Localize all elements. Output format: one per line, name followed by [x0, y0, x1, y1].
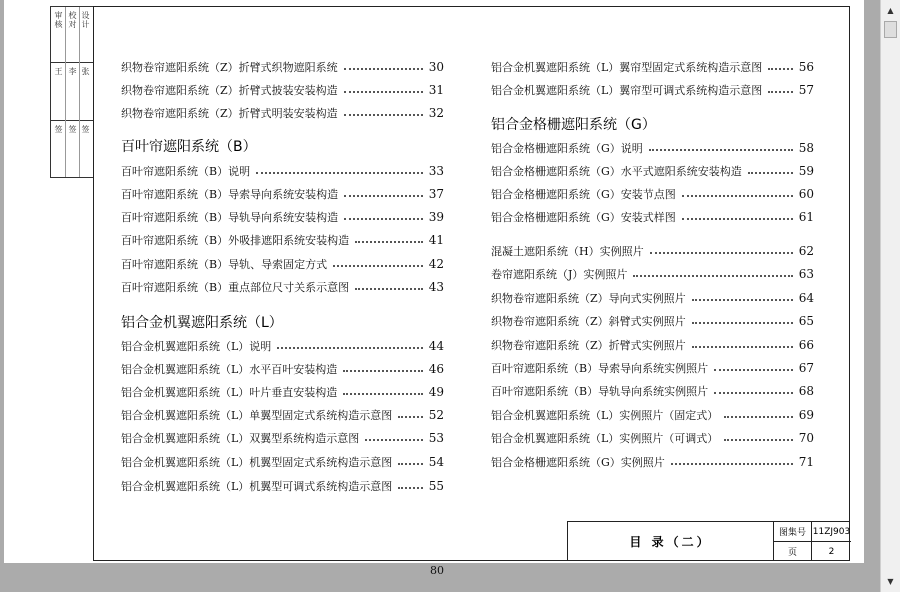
toc-entry-page: 31 — [428, 83, 444, 97]
strip-divider — [65, 7, 66, 177]
toc-entry-label: 卷帘遮阳系统（J）实例照片 — [491, 268, 628, 281]
atlas-number-label: 图集号 — [774, 522, 812, 542]
toc-entry-label: 百叶帘遮阳系统（B）导轨、导索固定方式 — [121, 258, 328, 271]
toc-entry-label: 织物卷帘遮阳系统（Z）折臂式织物遮阳系统 — [121, 61, 338, 74]
toc-entry-page: 69 — [798, 408, 814, 422]
toc-entry-page: 64 — [798, 291, 814, 305]
toc-leader — [277, 347, 422, 349]
toc-entry-label: 铝合金机翼遮阳系统（L）实例照片（可调式） — [491, 432, 719, 445]
toc-entry-label: 铝合金格栅遮阳系统（G）水平式遮阳系统安装构造 — [491, 165, 742, 178]
toc-leader — [344, 195, 423, 197]
toc-entry — [491, 289, 814, 307]
toc-entry-label: 百叶帘遮阳系统（B）导轨导向系统安装构造 — [121, 211, 339, 224]
toc-entry — [121, 278, 444, 296]
toc-entry-page: 57 — [798, 83, 814, 97]
toc-entry-label: 铝合金机翼遮阳系统（L）水平百叶安装构造 — [121, 363, 338, 376]
strip-text: 李 — [68, 67, 77, 76]
toc-entry — [491, 81, 814, 99]
toc-entry — [491, 162, 814, 180]
toc-entry-page: 43 — [428, 280, 444, 294]
toc-leader — [671, 463, 793, 465]
section-heading: 百叶帘遮阳系统（B） — [121, 139, 257, 155]
toc-leader — [333, 265, 423, 267]
toc-entry-page: 67 — [798, 361, 814, 375]
vertical-scrollbar[interactable] — [880, 0, 900, 592]
toc-leader — [398, 463, 422, 465]
toc-leader — [355, 288, 423, 290]
toc-entry-label: 铝合金格栅遮阳系统（G）实例照片 — [491, 456, 665, 469]
toc-entry — [121, 81, 444, 99]
strip-text: 审核 — [54, 11, 63, 29]
toc-entry-page: 58 — [798, 141, 814, 155]
toc-entry-page: 33 — [428, 164, 444, 178]
strip-text: 张 — [81, 67, 90, 76]
toc-leader — [692, 322, 793, 324]
toc-entry-label: 织物卷帘遮阳系统（Z）折臂式披装安装构造 — [121, 84, 338, 97]
signature-strip — [50, 6, 93, 178]
toc-leader — [649, 149, 793, 151]
title-block — [567, 521, 850, 561]
scroll-down-icon[interactable]: ▼ — [887, 577, 894, 586]
toc-entry — [491, 382, 814, 400]
toc-entry — [121, 429, 444, 447]
toc-leader — [768, 91, 792, 93]
toc-entry — [491, 242, 814, 260]
strip-row — [51, 63, 93, 121]
toc-entry-label: 百叶帘遮阳系统（B）导索导向系统实例照片 — [491, 362, 709, 375]
toc-entry — [121, 208, 444, 226]
toc-entry — [491, 406, 814, 424]
toc-entry-page: 42 — [428, 257, 444, 271]
toc-entry-page: 63 — [798, 267, 814, 281]
toc-entry — [491, 139, 814, 157]
toc-entry-page: 53 — [428, 431, 444, 445]
toc-entry-page: 52 — [428, 408, 444, 422]
toc-entry — [121, 337, 444, 355]
toc-leader — [724, 416, 792, 418]
toc-entry — [491, 359, 814, 377]
toc-entry-label: 铝合金机翼遮阳系统（L）双翼型系统构造示意图 — [121, 432, 360, 445]
toc-entry-page: 41 — [428, 233, 444, 247]
toc-entry-page: 70 — [798, 431, 814, 445]
strip-text: 签 — [81, 125, 90, 134]
toc-entry — [121, 104, 444, 122]
toc-entry-label: 铝合金格栅遮阳系统（G）说明 — [491, 142, 643, 155]
strip-divider — [79, 7, 80, 177]
toc-entry-label: 织物卷帘遮阳系统（Z）导向式实例照片 — [491, 292, 686, 305]
strip-text: 签 — [54, 125, 63, 134]
toc-leader — [256, 172, 423, 174]
toc-entry — [491, 336, 814, 354]
toc-entry-label: 织物卷帘遮阳系统（Z）斜臂式实例照片 — [491, 315, 686, 328]
toc-entry — [491, 58, 814, 76]
toc-entry-page: 66 — [798, 338, 814, 352]
toc-entry-label: 铝合金机翼遮阳系统（L）实例照片（固定式） — [491, 409, 719, 422]
toc-leader — [398, 487, 422, 489]
toc-entry-page: 59 — [798, 164, 814, 178]
toc-leader — [650, 252, 793, 254]
toc-entry — [121, 231, 444, 249]
atlas-number-value: 11ZJ903 — [812, 522, 851, 542]
toc-entry-page: 61 — [798, 210, 814, 224]
toc-leader — [682, 218, 793, 220]
toc-entry — [121, 185, 444, 203]
toc-leader — [344, 114, 423, 116]
toc-entry-page: 71 — [798, 455, 814, 469]
sheet-page-label: 页 — [774, 542, 812, 561]
toc-entry-page: 62 — [798, 244, 814, 258]
toc-entry — [121, 162, 444, 180]
section-heading: 铝合金格栅遮阳系统（G） — [491, 117, 656, 133]
toc-entry-label: 铝合金机翼遮阳系统（L）说明 — [121, 340, 272, 353]
toc-entry-label: 铝合金机翼遮阳系统（L）翼帘型固定式系统构造示意图 — [491, 61, 763, 74]
toc-leader — [714, 392, 793, 394]
toc-leader — [398, 416, 422, 418]
toc-entry — [121, 406, 444, 424]
strip-text: 校对 — [68, 11, 77, 29]
toc-entry-label: 百叶帘遮阳系统（B）导轨导向系统实例照片 — [491, 385, 709, 398]
toc-entry-page: 54 — [428, 455, 444, 469]
toc-entry-page: 44 — [428, 339, 444, 353]
toc-entry-label: 织物卷帘遮阳系统（Z）折臂式实例照片 — [491, 339, 686, 352]
toc-entry-label: 铝合金格栅遮阳系统（G）安装式样图 — [491, 211, 676, 224]
strip-text: 王 — [54, 67, 63, 76]
toc-entry-page: 68 — [798, 384, 814, 398]
toc-entry-label: 百叶帘遮阳系统（B）说明 — [121, 165, 251, 178]
toc-entry-page: 55 — [428, 479, 444, 493]
sheet-page-value: 2 — [828, 546, 835, 557]
toc-entry — [491, 265, 814, 283]
toc-leader — [343, 370, 422, 372]
toc-leader — [355, 241, 423, 243]
toc-entry-page: 37 — [428, 187, 444, 201]
scroll-up-icon[interactable]: ▲ — [887, 6, 894, 15]
strip-row — [51, 121, 93, 178]
toc-entry-page: 46 — [428, 362, 444, 376]
toc-entry — [491, 429, 814, 447]
toc-entry-page: 30 — [428, 60, 444, 74]
toc-entry-page: 56 — [798, 60, 814, 74]
toc-entry — [121, 58, 444, 76]
strip-text: 签 — [68, 125, 77, 134]
toc-leader — [724, 439, 792, 441]
scrollbar-thumb[interactable] — [884, 21, 897, 38]
toc-entry — [121, 453, 444, 471]
toc-entry-label: 铝合金格栅遮阳系统（G）安装节点图 — [491, 188, 676, 201]
toc-entry-label: 织物卷帘遮阳系统（Z）折臂式明装安装构造 — [121, 107, 338, 120]
toc-leader — [748, 172, 793, 174]
viewer-page-number: 80 — [430, 564, 444, 577]
toc-entry — [121, 383, 444, 401]
toc-leader — [692, 346, 793, 348]
toc-entry-page: 39 — [428, 210, 444, 224]
toc-entry-label: 铝合金机翼遮阳系统（L）单翼型固定式系统构造示意图 — [121, 409, 393, 422]
toc-leader — [344, 68, 423, 70]
toc-entry — [121, 360, 444, 378]
toc-entry-label: 百叶帘遮阳系统（B）外吸排遮阳系统安装构造 — [121, 234, 350, 247]
toc-leader — [344, 218, 423, 220]
toc-entry-label: 铝合金机翼遮阳系统（L）翼帘型可调式系统构造示意图 — [491, 84, 763, 97]
toc-entry-page: 60 — [798, 187, 814, 201]
drawing-sheet — [4, 0, 864, 563]
toc-entry-label: 百叶帘遮阳系统（B）导索导向系统安装构造 — [121, 188, 339, 201]
toc-entry — [121, 255, 444, 273]
toc-leader — [714, 369, 793, 371]
toc-entry-page: 32 — [428, 106, 444, 120]
toc-entry-label: 百叶帘遮阳系统（B）重点部位尺寸关系示意图 — [121, 281, 350, 294]
toc-leader — [344, 91, 423, 93]
toc-entry — [121, 477, 444, 495]
toc-entry-label: 铝合金机翼遮阳系统（L）机翼型可调式系统构造示意图 — [121, 480, 393, 493]
toc-leader — [365, 439, 422, 441]
toc-leader — [692, 299, 793, 301]
toc-entry — [491, 185, 814, 203]
toc-leader — [343, 393, 422, 395]
toc-entry-page: 49 — [428, 385, 444, 399]
toc-leader — [768, 68, 792, 70]
section-heading: 铝合金机翼遮阳系统（L） — [121, 315, 283, 331]
toc-leader — [633, 275, 792, 277]
toc-entry — [491, 208, 814, 226]
toc-entry — [491, 312, 814, 330]
toc-entry-label: 混凝土遮阳系统（H）实例照片 — [491, 245, 644, 258]
toc-leader — [682, 195, 793, 197]
toc-entry-page: 65 — [798, 314, 814, 328]
toc-entry-label: 铝合金机翼遮阳系统（L）机翼型固定式系统构造示意图 — [121, 456, 393, 469]
toc-entry — [491, 453, 814, 471]
toc-entry-label: 铝合金机翼遮阳系统（L）叶片垂直安装构造 — [121, 386, 338, 399]
strip-text: 设计 — [81, 11, 90, 29]
strip-row — [51, 7, 93, 63]
document-title: 目 录（二） — [568, 522, 774, 561]
